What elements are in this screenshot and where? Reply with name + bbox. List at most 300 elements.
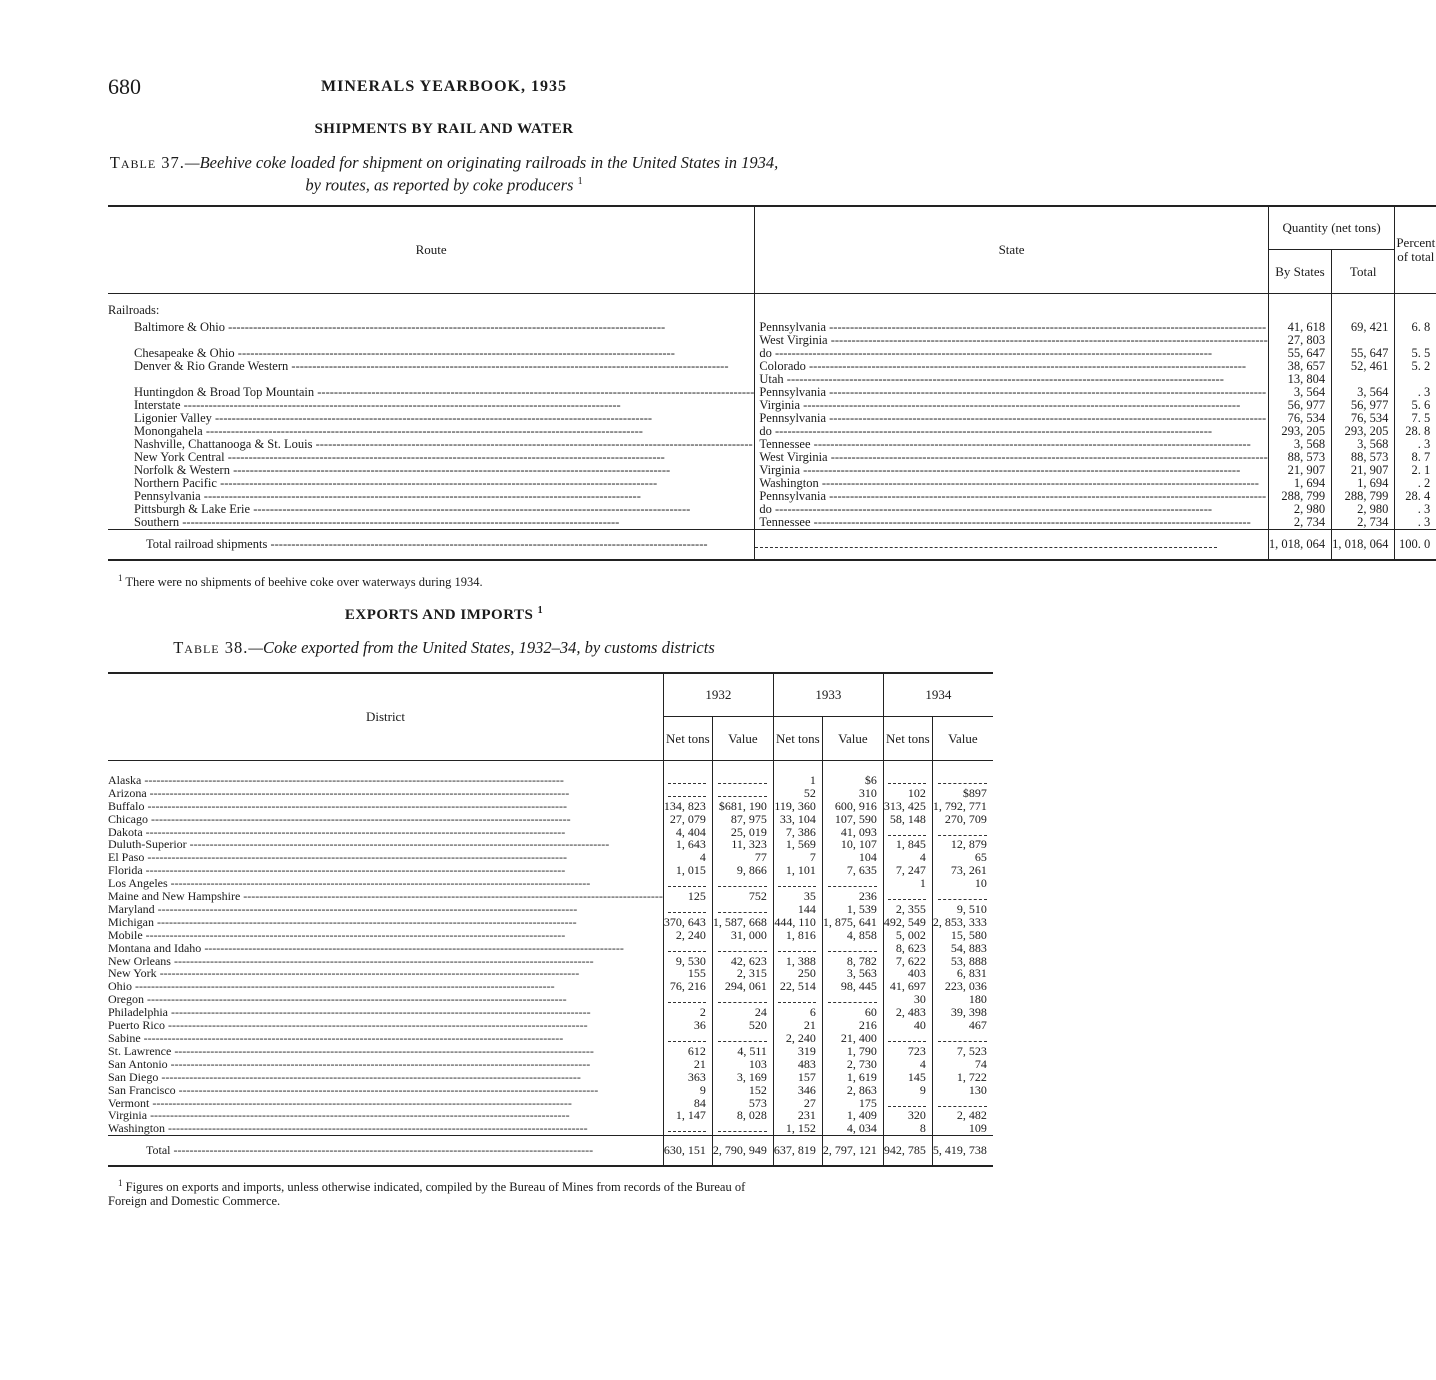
value-cell-t34: 7, 622 [883,955,932,968]
by-states-cell: 293, 205 [1268,425,1331,438]
value-cell-t33: 2, 240 [773,1032,822,1045]
value-cell-v34: 53, 888 [932,955,993,968]
value-cell-t33: 6 [773,1006,822,1019]
value-cell-v33: 60 [822,1006,883,1019]
value-cell-v33: 1, 790 [822,1045,883,1058]
value-cell-v33: 7, 635 [822,864,883,877]
value-cell-t33: 319 [773,1045,822,1058]
col-total: Total [1332,250,1395,294]
value-cell-v32: 752 [712,890,773,903]
percent-cell: 7. 5 [1395,412,1436,425]
value-cell-v32: 31, 000 [712,929,773,942]
value-cell-v32: 520 [712,1019,773,1032]
blank-dash [718,1035,767,1042]
state-name: Colorado ----- [759,360,1267,373]
value-cell-v32 [712,787,773,800]
value-cell-t33: 7, 386 [773,826,822,839]
table-38 [108,672,993,1167]
total-cell-v32: 2, 790, 949 [712,1136,773,1166]
route-name: Ligonier Valley ----- [134,412,754,425]
district-name: San Francisco ----- [108,1084,663,1097]
value-cell-v33: 216 [822,1019,883,1032]
route-name: Interstate ----- [134,399,754,412]
blank-dash [778,945,816,952]
district-name: Dakota ----- [108,826,663,839]
value-cell-t33: 250 [773,967,822,980]
table-row [108,813,993,826]
value-cell-t34: 2, 483 [883,1006,932,1019]
value-cell-v34: 223, 036 [932,980,993,993]
col-state: State [755,206,1268,294]
state-name: Washington ----- [759,477,1267,490]
value-cell-v33: 1, 619 [822,1071,883,1084]
total-label: Total ----- [146,1144,663,1157]
value-cell-v34 [932,774,993,787]
value-cell-t34: 58, 148 [883,813,932,826]
value-cell-v34: $897 [932,787,993,800]
district-cell [108,1058,663,1071]
blank-dash [668,790,706,797]
value-cell-v34: 15, 580 [932,929,993,942]
state-name: West Virginia ----- [759,334,1267,347]
col-1934-net-tons: Net tons [883,717,932,761]
table-37 [108,205,1436,561]
blank-dash [668,1035,706,1042]
state-name: do ----- [759,425,1267,438]
blank-dash [718,880,767,887]
table-row [108,942,993,955]
value-cell-t32 [663,1122,712,1135]
district-cell [108,800,663,813]
value-cell-t32: 155 [663,967,712,980]
total-cell: 56, 977 [1332,399,1395,412]
value-cell-t34: 1, 845 [883,838,932,851]
state-name: Tennessee ----- [759,438,1267,451]
table38-caption-text: —Coke exported from the United States, 1932–34, by customs districts [248,638,715,657]
value-cell-t33: 1, 569 [773,838,822,851]
total-cell: 76, 534 [1332,412,1395,425]
col-1933-net-tons: Net tons [773,717,822,761]
blank-dash [888,893,926,900]
district-cell [108,1122,663,1135]
table-row [108,774,993,787]
route-name: Pennsylvania ----- [134,490,754,503]
table-row [108,1084,993,1097]
blank-dash [938,777,987,784]
value-cell-v32: 2, 315 [712,967,773,980]
blank-dash [938,1100,987,1107]
state-name: do ----- [759,347,1267,360]
district-name: San Diego ----- [108,1071,663,1084]
district-name: Buffalo ----- [108,800,663,813]
value-cell-t33: 7 [773,851,822,864]
value-cell-t33: 483 [773,1058,822,1071]
value-cell-t34: 320 [883,1109,932,1122]
value-cell-t32: 4, 404 [663,826,712,839]
value-cell-t34: 8 [883,1122,932,1135]
district-cell [108,787,663,800]
value-cell-t33: 157 [773,1071,822,1084]
value-cell-t33: 21 [773,1019,822,1032]
district-cell [108,1136,663,1166]
state-name: Tennessee ----- [759,516,1267,529]
section-title-exports-text: EXPORTS AND IMPORTS [344,607,534,623]
table-row [108,1032,993,1045]
value-cell-t32 [663,1032,712,1045]
by-states-cell: 288, 799 [1268,490,1331,503]
col-district: District [108,673,663,761]
by-states-cell: 76, 534 [1268,412,1331,425]
value-cell-v34: 130 [932,1084,993,1097]
value-cell-v32: 3, 169 [712,1071,773,1084]
total-cell: 21, 907 [1332,464,1395,477]
value-cell-t34: 4 [883,851,932,864]
percent-cell: 6. 8 [1395,321,1436,334]
value-cell-t34: 723 [883,1045,932,1058]
district-cell [108,903,663,916]
value-cell-t34: 41, 697 [883,980,932,993]
value-cell-t32: 2 [663,1006,712,1019]
blank-dash [755,541,1216,548]
value-cell-v34: 73, 261 [932,864,993,877]
route-name: Nashville, Chattanooga & St. Louis ----- [134,438,754,451]
district-name: Maine and New Hampshire ----- [108,890,663,903]
total-row [108,530,1436,561]
blank-dash [668,777,706,784]
blank-dash [938,893,987,900]
route-cell [108,360,755,373]
value-cell-v34: 180 [932,993,993,1006]
route-name: Southern ----- [134,516,754,529]
table37-label: Table 37. [109,153,185,172]
by-states-cell: 2, 734 [1268,516,1331,530]
table37-caption [108,153,780,195]
value-cell-v34: 2, 853, 333 [932,916,993,929]
value-cell-v32: $681, 190 [712,800,773,813]
by-states-cell: 21, 907 [1268,464,1331,477]
value-cell-t33: 444, 110 [773,916,822,929]
blank-dash [828,880,877,887]
route-name: New York Central ----- [134,451,754,464]
value-cell-t34: 1 [883,877,932,890]
by-states-cell: 88, 573 [1268,451,1331,464]
value-cell-t34: 9 [883,1084,932,1097]
value-cell-v33: 2, 863 [822,1084,883,1097]
value-cell-v33: 600, 916 [822,800,883,813]
blank-dash [718,945,767,952]
value-cell-v34 [932,1032,993,1045]
blank-dash [778,880,816,887]
col-by-states: By States [1268,250,1331,294]
value-cell-t32: 134, 823 [663,800,712,813]
value-cell-t32: 9, 530 [663,955,712,968]
value-cell-t34: 40 [883,1019,932,1032]
total-cell-v33: 2, 797, 121 [822,1136,883,1166]
total-cell: 288, 799 [1332,490,1395,503]
blank-dash [668,996,706,1003]
value-cell-v32 [712,1032,773,1045]
percent-cell: . 3 [1395,386,1436,399]
col-1932-value: Value [712,717,773,761]
value-cell-v33: 2, 730 [822,1058,883,1071]
value-cell-t34: 102 [883,787,932,800]
route-name: Northern Pacific ----- [134,477,754,490]
district-cell [108,1084,663,1097]
value-cell-v33: $6 [822,774,883,787]
value-cell-v32: 77 [712,851,773,864]
state-cell [755,530,1268,561]
table37-footnote [108,571,780,589]
blank-dash [668,880,706,887]
value-cell-v32 [712,903,773,916]
col-1934-value: Value [932,717,993,761]
percent-cell: 28. 8 [1395,425,1436,438]
blank-dash [888,1100,926,1107]
section-title-exports [108,605,780,624]
value-cell-v32: 25, 019 [712,826,773,839]
by-states-cell: 1, 694 [1268,477,1331,490]
table38-footnote [108,1176,780,1208]
section-title-shipments: SHIPMENTS BY RAIL AND WATER [314,121,574,137]
percent-cell: 28. 4 [1395,490,1436,503]
table-row [108,916,993,929]
value-cell-v34: 467 [932,1019,993,1032]
district-name: Washington ----- [108,1122,663,1135]
total-cell: 69, 421 [1332,321,1395,334]
value-cell-v32: 152 [712,1084,773,1097]
table-row [108,800,993,813]
table-row [108,787,993,800]
table-row [108,1071,993,1084]
district-name: Maryland ----- [108,903,663,916]
value-cell-v33: 8, 782 [822,955,883,968]
value-cell-t33: 1, 816 [773,929,822,942]
value-cell-t33: 22, 514 [773,980,822,993]
total-cell: 2, 734 [1332,516,1395,530]
percent-cell: 5. 5 [1395,347,1436,360]
value-cell-t32: 1, 147 [663,1109,712,1122]
value-cell-t33: 1 [773,774,822,787]
value-cell-t32: 36 [663,1019,712,1032]
blank-dash [888,777,926,784]
blank-dash [778,996,816,1003]
district-name: Alaska ----- [108,774,663,787]
route-cell [108,321,755,334]
value-cell-v33: 41, 093 [822,826,883,839]
value-cell-v34: 39, 398 [932,1006,993,1019]
blank-dash [718,790,767,797]
value-cell-v32 [712,1122,773,1135]
district-name: Puerto Rico ----- [108,1019,663,1032]
footnote-text: Figures on exports and imports, unless otherwise indicated, compiled by the Bureau of Mines from records of the Bureau of Foreign and Domestic Commerce. [108,1180,746,1209]
value-cell-t32: 2, 240 [663,929,712,942]
district-name: Arizona ----- [108,787,663,800]
page-header [108,74,780,104]
route-name: Norfolk & Western ----- [134,464,754,477]
section-title-exports-fn: 1 [537,605,544,616]
percent-cell: 5. 6 [1395,399,1436,412]
district-cell [108,929,663,942]
blank-dash [668,906,706,913]
value-cell-v32: 42, 623 [712,955,773,968]
total-label: Total railroad shipments ----- [146,538,754,551]
percent-cell: 8. 7 [1395,451,1436,464]
district-name: Sabine ----- [108,1032,663,1045]
district-cell [108,813,663,826]
route-name: Huntingdon & Broad Top Mountain ----- [134,386,754,399]
blank-dash [888,829,926,836]
percent-cell: . 2 [1395,477,1436,490]
value-cell-v33: 236 [822,890,883,903]
district-name: Florida ----- [108,864,663,877]
blank-dash [718,777,767,784]
running-title: MINERALS YEARBOOK, 1935 [321,78,567,95]
percent-cell: 100. 0 [1395,530,1436,561]
district-name: Vermont ----- [108,1097,663,1110]
by-states-cell: 3, 564 [1268,386,1331,399]
value-cell-v34: 7, 523 [932,1045,993,1058]
value-cell-v33: 107, 590 [822,813,883,826]
footnote-mark: 1 [118,573,123,583]
total-cell: 1, 694 [1332,477,1395,490]
percent-cell: 2. 1 [1395,464,1436,477]
state-name: Pennsylvania ----- [759,490,1267,503]
value-cell-v32: 294, 061 [712,980,773,993]
district-name: New Orleans ----- [108,955,663,968]
total-cell: 55, 647 [1332,347,1395,360]
district-name: San Antonio ----- [108,1058,663,1071]
blank-dash [718,996,767,1003]
route-name: Pittsburgh & Lake Erie ----- [134,503,754,516]
by-states-cell: 2, 980 [1268,503,1331,516]
total-cell-v34: 5, 419, 738 [932,1136,993,1166]
value-cell-t33: 52 [773,787,822,800]
value-cell-v34: 1, 792, 771 [932,800,993,813]
table-row [108,929,993,942]
total-row [108,1136,993,1166]
district-name: Montana and Idaho ----- [108,942,663,955]
route-name: Monongahela ----- [134,425,754,438]
col-percent: Percent of total [1395,206,1436,294]
table-row [108,1045,993,1058]
value-cell-v34: 9, 510 [932,903,993,916]
value-cell-v32: 24 [712,1006,773,1019]
district-cell [108,1032,663,1045]
value-cell-v33: 1, 409 [822,1109,883,1122]
value-cell-t32: 4 [663,851,712,864]
district-name: Chicago ----- [108,813,663,826]
footnote-mark: 1 [118,1178,123,1188]
value-cell-t33: 1, 388 [773,955,822,968]
percent-cell: . 3 [1395,516,1436,530]
value-cell-v33: 4, 034 [822,1122,883,1135]
value-cell-t32: 125 [663,890,712,903]
total-cell-t33: 637, 819 [773,1136,822,1166]
value-cell-t34: 145 [883,1071,932,1084]
total-cell: 1, 018, 064 [1332,530,1395,561]
value-cell-v34: 65 [932,851,993,864]
value-cell-t32: 363 [663,1071,712,1084]
value-cell-v34: 2, 482 [932,1109,993,1122]
by-states-cell: 38, 657 [1268,360,1331,373]
state-name: Virginia ----- [759,399,1267,412]
by-states-cell: 55, 647 [1268,347,1331,360]
by-states-cell: 56, 977 [1268,399,1331,412]
value-cell-t33: 119, 360 [773,800,822,813]
col-1933: 1933 [773,673,883,717]
value-cell-t34 [883,774,932,787]
col-1933-value: Value [822,717,883,761]
value-cell-v32: 573 [712,1097,773,1110]
district-name: New York ----- [108,967,663,980]
value-cell-t34: 313, 425 [883,800,932,813]
value-cell-t33: 33, 104 [773,813,822,826]
table-row [108,1058,993,1071]
value-cell-v32 [712,774,773,787]
value-cell-v32 [712,942,773,955]
state-name: Pennsylvania ----- [759,412,1267,425]
total-cell: 3, 564 [1332,386,1395,399]
district-cell [108,774,663,787]
value-cell-v33: 104 [822,851,883,864]
district-name: Philadelphia ----- [108,1006,663,1019]
value-cell-v34: 109 [932,1122,993,1135]
blank-dash [718,1125,767,1132]
value-cell-t32: 76, 216 [663,980,712,993]
value-cell-v32: 87, 975 [712,813,773,826]
value-cell-t34: 2, 355 [883,903,932,916]
blank-dash [938,829,987,836]
value-cell-t34: 30 [883,993,932,1006]
value-cell-v33: 1, 539 [822,903,883,916]
table37-caption-text: —Beehive coke loaded for shipment on originating railroads in the United States in 1934, by routes, as reported by coke producers [184,153,779,195]
value-cell-t33: 1, 101 [773,864,822,877]
district-name: Mobile ----- [108,929,663,942]
district-name: Oregon ----- [108,993,663,1006]
value-cell-t32 [663,903,712,916]
col-quantity: Quantity (net tons) [1268,206,1395,250]
value-cell-t33: 231 [773,1109,822,1122]
table38-label: Table 38. [173,638,249,657]
value-cell-v32: 9, 866 [712,864,773,877]
value-cell-v33: 310 [822,787,883,800]
value-cell-t32 [663,787,712,800]
by-states-cell: 41, 618 [1268,321,1331,334]
state-name: do ----- [759,503,1267,516]
blank-dash [718,906,767,913]
district-name: Michigan ----- [108,916,663,929]
value-cell-v34: 74 [932,1058,993,1071]
route-name: Denver & Rio Grande Western ----- [134,360,754,373]
blank-dash [668,945,706,952]
value-cell-t33: 1, 152 [773,1122,822,1135]
value-cell-t33: 35 [773,890,822,903]
value-cell-t33: 144 [773,903,822,916]
value-cell-v32: 103 [712,1058,773,1071]
value-cell-t34: 5, 002 [883,929,932,942]
value-cell-v32: 4, 511 [712,1045,773,1058]
route-cell [108,530,755,561]
state-cell [755,516,1268,530]
total-cell-t32: 630, 151 [663,1136,712,1166]
district-cell [108,1071,663,1084]
total-cell-t34: 942, 785 [883,1136,932,1166]
district-name: Virginia ----- [108,1109,663,1122]
district-cell [108,1045,663,1058]
value-cell-t32: 612 [663,1045,712,1058]
value-cell-t34: 7, 247 [883,864,932,877]
route-cell [108,516,755,530]
